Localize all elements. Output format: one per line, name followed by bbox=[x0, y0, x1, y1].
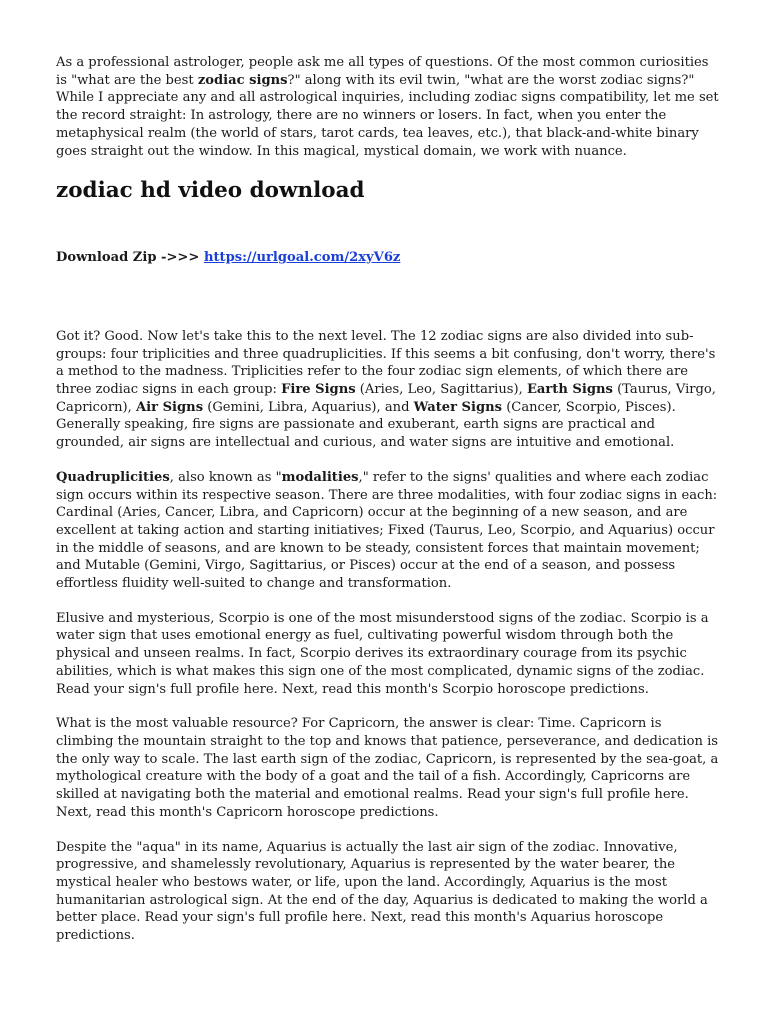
page-heading: zodiac hd video download bbox=[56, 178, 365, 204]
intro-text-2: ?" along with its evil twin, "what are the worst zodiac signs?" While I appreciate any and all astrological inquiries, including zodiac signs compatibility, let me set the record straight: In astrology, there are no winners or losers. In fact, when you enter the metaphysical realm (the world of stars, tarot cards, tea leaves, etc.), that black-and-white binary goes straight out the window. In this magical, mystical domain, we work with nuance. bbox=[56, 72, 719, 159]
intro-bold-zodiac-signs: zodiac signs bbox=[197, 72, 288, 88]
download-label: Download Zip ->>> bbox=[56, 250, 204, 266]
triplicities-text-1: Got it? Good. Now let's take this to the next level. The 12 zodiac signs are also divided into sub-groups: four triplicities and three quadruplicities. If this seems a bit confusing, don't worry, there's a method to the madness. Triplicities refer to the four zodiac sign elements, of which there are three zodiac signs in each group: bbox=[56, 328, 716, 398]
triplicities-text-4: (Gemini, Libra, Aquarius), and bbox=[203, 399, 414, 415]
download-line bbox=[56, 249, 720, 267]
triplicities-paragraph bbox=[56, 328, 720, 452]
quadruplicities-label: Quadruplicities bbox=[56, 469, 170, 485]
earth-signs-label: Earth Signs bbox=[526, 382, 613, 398]
triplicities-text-5: (Cancer, Scorpio, Pisces). Generally speaking, fire signs are passionate and exuberant, earth signs are practical and grounded, air signs are intellectual and curious, and water signs are intuitive and emotional. bbox=[56, 399, 676, 451]
quadruplicities-paragraph bbox=[56, 469, 720, 593]
triplicities-text-3: (Taurus, Virgo, Capricorn), bbox=[56, 382, 716, 415]
triplicities-text-2: (Aries, Leo, Sagittarius), bbox=[355, 382, 527, 398]
download-link[interactable]: https://urlgoal.com/2xyV6z bbox=[203, 250, 401, 266]
quadruplicities-text-1: , also known as " bbox=[169, 469, 282, 485]
scorpio-paragraph: Elusive and mysterious, Scorpio is one of the most misunderstood signs of the zodiac. Scorpio is a water sign that uses emotional energy as fuel, cultivating powerful wisdom through both the physical and unseen realms. In fact, Scorpio derives its extraordinary courage from its psychic abilities, which is what makes this sign one of the most complicated, dynamic signs of the zodiac. Read your sign's full profile here. Next, read this month's Scorpio horoscope predictions. bbox=[56, 610, 709, 697]
quadruplicities-text-2: ," refer to the signs' qualities and where each zodiac sign occurs within its respective season. There are three modalities, with four zodiac signs in each: Cardinal (Aries, Cancer, Libra, and Capricorn) occur at the beginning of a new season, and are excellent at taking action and starting initiatives; Fixed (Taurus, Leo, Scorpio, and Aquarius) occur in the middle of seasons, and are known to be steady, consistent forces that maintain movement; and Mutable (Gemini, Virgo, Sagittarius, or Pisces) occur at the end of a season, and possess effortless fluidity well-suited to change and transformation. bbox=[56, 469, 718, 592]
aquarius-paragraph: Despite the "aqua" in its name, Aquarius is actually the last air sign of the zodiac. Innovative, progressive, and shamelessly revolutionary, Aquarius is represented by the water bearer, the mystical healer who bestows water, or life, upon the land. Accordingly, Aquarius is the most humanitarian astrological sign. At the end of the day, Aquarius is dedicated to making the world a better place. Read your sign's full profile here. Next, read this month's Aquarius horoscope predictions. bbox=[56, 839, 708, 944]
fire-signs-label: Fire Signs bbox=[281, 382, 356, 398]
intro-text-1: As a professional astrologer, people ask me all types of questions. Of the most common curiosities is "what are the best bbox=[56, 55, 709, 88]
modalities-label: modalities bbox=[281, 469, 359, 485]
intro-paragraph bbox=[56, 54, 720, 160]
document-page bbox=[56, 54, 720, 962]
air-signs-label: Air Signs bbox=[136, 399, 204, 415]
water-signs-label: Water Signs bbox=[413, 399, 503, 415]
capricorn-paragraph: What is the most valuable resource? For Capricorn, the answer is clear: Time. Capricorn is climbing the mountain straight to the top and knows that patience, perseverance, and dedication is the only way to scale. The last earth sign of the zodiac, Capricorn, is represented by the sea-goat, a mythological creature with the body of a goat and the tail of a fish. Accordingly, Capricorns are skilled at navigating both the material and emotional realms. Read your sign's full profile here. Next, read this month's Capricorn horoscope predictions. bbox=[56, 716, 719, 820]
